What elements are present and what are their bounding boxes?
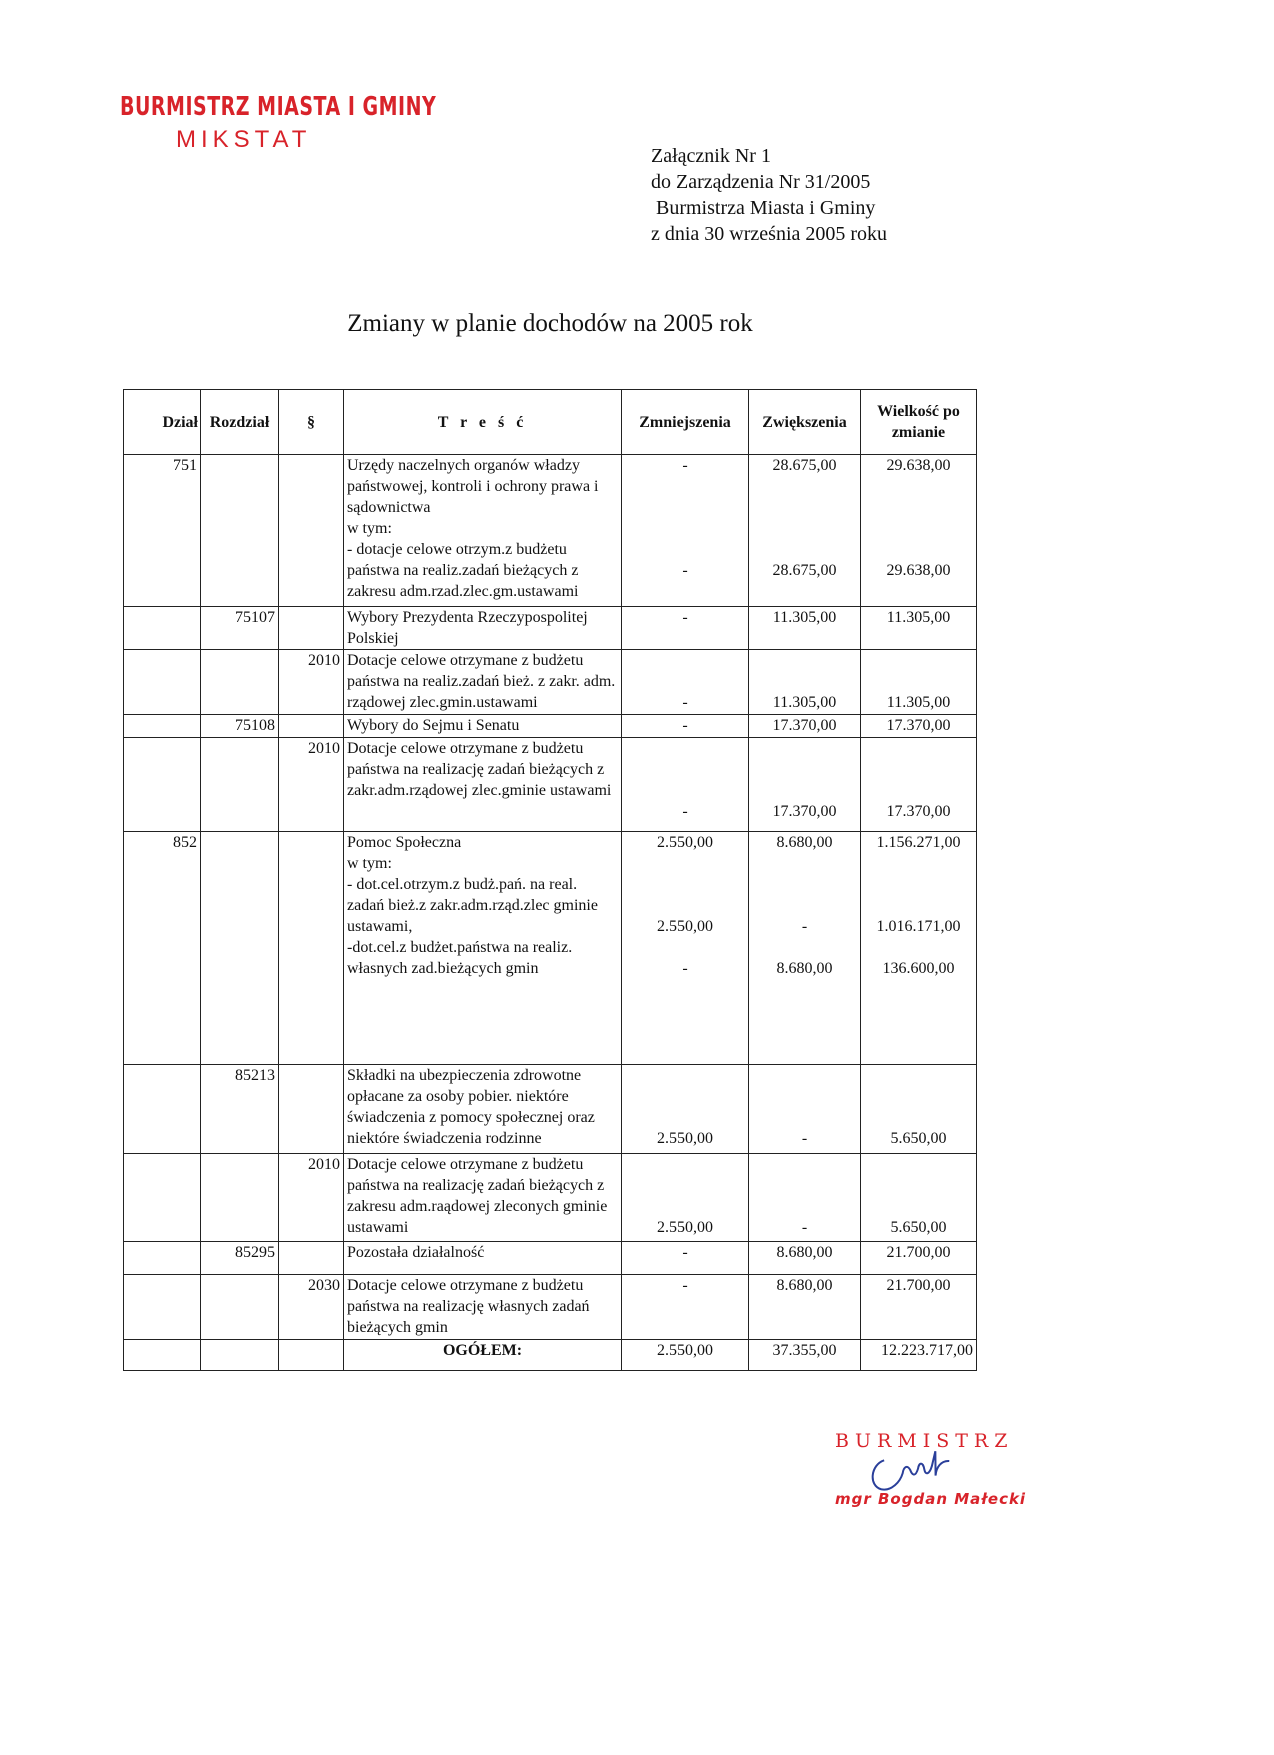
cell-zwiekszenia: 17.370,00 [749,715,861,738]
signature-stamp-title: BURMISTRZ [835,1430,1014,1452]
cell-tresc: Wybory Prezydenta Rzeczypospolitej Polskiej [344,607,622,650]
cell-dzial [124,738,201,832]
table-header-row [124,390,977,455]
table-row [124,607,977,650]
cell-tresc: Wybory do Sejmu i Senatu [344,715,622,738]
header-paragraph: § [279,390,344,455]
cell-paragraph [279,607,344,650]
cell-zmniejszenia: - [622,715,749,738]
cell-dzial: 852 [124,832,201,1065]
cell-zwiekszenia: - [749,1154,861,1242]
cell-wielkosc: 5.650,00 [861,1154,977,1242]
cell-tresc: Dotacje celowe otrzymane z budżetu państwa na realizację zadań bieżących z zakr.adm.rządowej zlec.gminie ustawami [344,738,622,832]
cell-zmniejszenia: - - [622,455,749,607]
cell-paragraph: 2010 [279,1154,344,1242]
document-title: Zmiany w planie dochodów na 2005 rok [347,310,753,337]
signature-stamp [835,1430,1027,1508]
cell-zmniejszenia: - [622,738,749,832]
cell-dzial [124,650,201,715]
cell-paragraph [279,832,344,1065]
cell-rozdzial: 85213 [201,1065,279,1154]
cell-dzial: 751 [124,455,201,607]
issuer-stamp [120,92,436,154]
cell-wielkosc: 17.370,00 [861,715,977,738]
cell-dzial [124,715,201,738]
cell-rozdzial: 75107 [201,607,279,650]
cell-zwiekszenia: 11.305,00 [749,650,861,715]
cell-dzial [124,607,201,650]
cell-wielkosc: 11.305,00 [861,650,977,715]
total-empty-cell [124,1340,201,1371]
table-row [124,1242,977,1275]
cell-rozdzial: 85295 [201,1242,279,1275]
cell-tresc: Dotacje celowe otrzymane z budżetu państwa na realiz.zadań bież. z zakr. adm. rządowej zlec.gmin.ustawami [344,650,622,715]
header-wielkosc: Wielkość po zmianie [861,390,977,455]
cell-paragraph [279,715,344,738]
cell-paragraph: 2030 [279,1275,344,1340]
total-empty-cell [279,1340,344,1371]
total-label: OGÓŁEM: [344,1340,622,1371]
table-total-row [124,1340,977,1371]
table-row [124,650,977,715]
cell-zmniejszenia: - [622,650,749,715]
cell-dzial [124,1275,201,1340]
cell-zmniejszenia: 2.550,00 [622,1065,749,1154]
budget-table [123,389,977,1371]
cell-tresc: Pozostała działalność [344,1242,622,1275]
cell-rozdzial [201,738,279,832]
header-line-4: z dnia 30 września 2005 roku [651,223,888,245]
cell-paragraph [279,1065,344,1154]
cell-zwiekszenia: 11.305,00 [749,607,861,650]
cell-wielkosc: 21.700,00 [861,1242,977,1275]
cell-wielkosc: 17.370,00 [861,738,977,832]
cell-tresc: Dotacje celowe otrzymane z budżetu państwa na realizację zadań bieżących z zakresu adm.raądowej zleconych gminie ustawami [344,1154,622,1242]
table-row [124,1154,977,1242]
cell-tresc: Pomoc Społeczna w tym: - dot.cel.otrzym.z budż.pań. na real. zadań bież.z zakr.adm.rząd.zlec gminie ustawami, -dot.cel.z budżet.państwa na realiz. własnych zad.bieżących gmin [344,832,622,1065]
cell-zwiekszenia: 28.675,00 28.675,00 [749,455,861,607]
header-zwiekszenia: Zwiększenia [749,390,861,455]
table-row [124,1275,977,1340]
cell-zmniejszenia: - [622,1242,749,1275]
issuer-stamp-line1: BURMISTRZ MIASTA I GMINY [120,92,437,122]
header-line-3: Burmistrza Miasta i Gminy [656,197,876,219]
header-rozdzial: Rozdział [201,390,279,455]
cell-wielkosc: 29.638,00 29.638,00 [861,455,977,607]
header-tresc: T r e ś ć [344,390,622,455]
cell-paragraph [279,455,344,607]
signature-stamp-name: mgr Bogdan Małecki [835,1490,1027,1508]
header-dzial: Dział [124,390,201,455]
cell-rozdzial [201,650,279,715]
cell-dzial [124,1065,201,1154]
cell-dzial [124,1154,201,1242]
total-wielkosc: 12.223.717,00 [861,1340,977,1371]
cell-zwiekszenia: 8.680,00 [749,1275,861,1340]
total-zmniejszenia: 2.550,00 [622,1340,749,1371]
cell-zmniejszenia: - [622,607,749,650]
cell-wielkosc: 11.305,00 [861,607,977,650]
cell-tresc: Składki na ubezpieczenia zdrowotne opłacane za osoby pobier. niektóre świadczenia z pomocy społecznej oraz niektóre świadczenia rodzinne [344,1065,622,1154]
cell-rozdzial [201,1154,279,1242]
cell-tresc: Dotacje celowe otrzymane z budżetu państwa na realizację własnych zadań bieżących gmin [344,1275,622,1340]
issuer-stamp-line2: MIKSTAT [176,126,312,153]
table-row [124,715,977,738]
cell-rozdzial [201,832,279,1065]
cell-dzial [124,1242,201,1275]
cell-paragraph [279,1242,344,1275]
cell-zwiekszenia: - [749,1065,861,1154]
cell-zwiekszenia: 8.680,00 - 8.680,00 [749,832,861,1065]
cell-wielkosc: 5.650,00 [861,1065,977,1154]
cell-rozdzial [201,1275,279,1340]
cell-rozdzial [201,455,279,607]
cell-paragraph: 2010 [279,738,344,832]
total-zwiekszenia: 37.355,00 [749,1340,861,1371]
cell-zwiekszenia: 17.370,00 [749,738,861,832]
header-line-2: do Zarządzenia Nr 31/2005 [651,171,871,193]
table-row [124,1065,977,1154]
header-zmniejszenia: Zmniejszenia [622,390,749,455]
table-row [124,738,977,832]
cell-zwiekszenia: 8.680,00 [749,1242,861,1275]
cell-zmniejszenia: - [622,1275,749,1340]
cell-rozdzial: 75108 [201,715,279,738]
table-row [124,455,977,607]
cell-zmniejszenia: 2.550,00 [622,1154,749,1242]
header-line-1: Załącznik Nr 1 [651,145,771,167]
cell-wielkosc: 1.156.271,00 1.016.171,00 136.600,00 [861,832,977,1065]
cell-wielkosc: 21.700,00 [861,1275,977,1340]
cell-tresc: Urzędy naczelnych organów władzy państwowej, kontroli i ochrony prawa i sądownictwa w tym: - dotacje celowe otrzym.z budżetu państwa na realiz.zadań bieżących z zakresu adm.rzad.zlec.gm.ustawami [344,455,622,607]
table-row [124,832,977,1065]
cell-zmniejszenia: 2.550,00 2.550,00 - [622,832,749,1065]
cell-paragraph: 2010 [279,650,344,715]
attachment-header [651,143,887,247]
total-empty-cell [201,1340,279,1371]
